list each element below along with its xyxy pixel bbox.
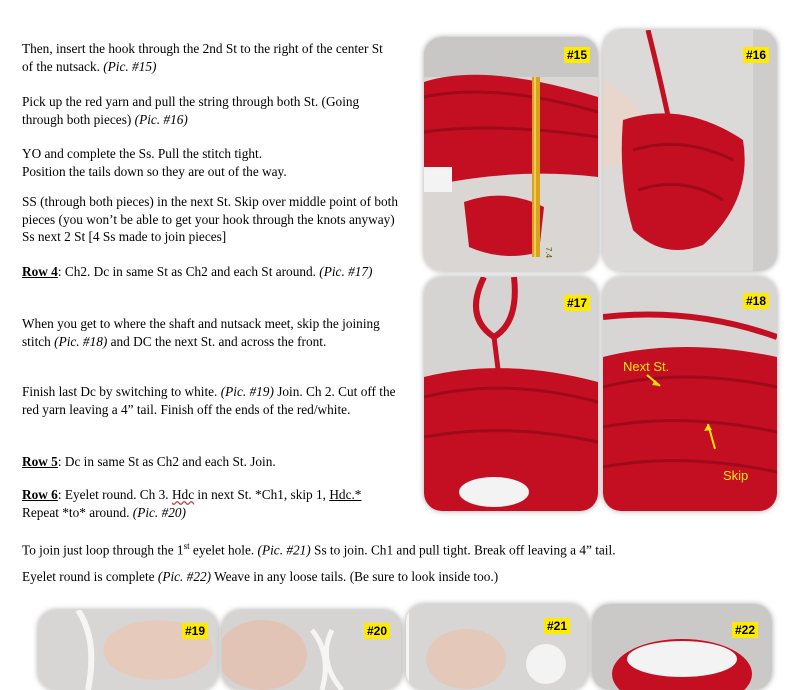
p7-text-a: Finish last Dc by switching to white. xyxy=(22,384,221,399)
photo-15-image xyxy=(424,37,598,271)
photo-21-label: #21 xyxy=(544,618,570,634)
photo-16-image xyxy=(603,30,777,271)
paragraph-6 xyxy=(22,315,392,350)
row5-text: : Dc in same St as Ch2 and each St. Join. xyxy=(57,454,276,469)
photo-15 xyxy=(424,37,598,271)
photo-21-image xyxy=(406,604,588,690)
row4-label: Row 4 xyxy=(22,264,58,279)
p6-text-b: and DC the next St. and across the front. xyxy=(107,333,327,349)
row6-text-c: Repeat *to* around. xyxy=(22,504,133,520)
row6-hdc2: Hdc.* xyxy=(329,487,362,502)
photo-15-label: #15 xyxy=(564,47,590,63)
photo-22-label: #22 xyxy=(732,622,758,638)
pic-ref-19: (Pic. #19) xyxy=(220,384,274,399)
row5-label: Row 5 xyxy=(22,454,58,469)
photo-17-image xyxy=(424,277,598,511)
row6-text-b: in next St. *Ch1, skip 1, xyxy=(194,487,330,502)
paragraph-3 xyxy=(22,145,394,180)
p10-text-b: eyelet hole. xyxy=(189,542,258,558)
paragraph-1 xyxy=(22,40,387,75)
paragraph-7 xyxy=(22,383,402,418)
p2-text: Pick up the red yarn and pull the string through both St. (Going through both pieces) xyxy=(22,94,360,127)
photo-19-label: #19 xyxy=(182,623,208,639)
pic-ref-18: (Pic. #18) xyxy=(54,333,108,349)
annotation-next-st: Next St. xyxy=(623,359,670,374)
pic-ref-22: (Pic. #22) xyxy=(157,569,212,584)
p10-sup: st xyxy=(183,541,190,551)
row6-hdc: Hdc xyxy=(171,487,195,502)
paragraph-row4 xyxy=(22,263,394,281)
row6-label: Row 6 xyxy=(22,487,58,502)
photo-16-label: #16 xyxy=(743,47,769,63)
p6-text-a: When you get to where the shaft and nutsack meet, skip the joining stitch xyxy=(22,316,380,349)
photo-19 xyxy=(38,610,218,690)
p10-text-c: Ss to join. Ch1 and pull tight. Break off leaving a 4” tail. xyxy=(310,542,616,558)
p11-text-b: Weave in any loose tails. (Be sure to look inside too.) xyxy=(211,569,499,584)
p1-text: Then, insert the hook through the 2nd St to the right of the center St of the nutsack. xyxy=(22,41,383,74)
p11-text-a: Eyelet round is complete xyxy=(22,569,158,584)
p10-text-a: To join just loop through the 1 xyxy=(22,542,184,558)
photo-20-label: #20 xyxy=(364,623,390,639)
photo-20 xyxy=(222,610,402,690)
pic-ref-17: (Pic. #17) xyxy=(319,264,373,279)
paragraph-2 xyxy=(22,93,387,128)
photo-18-image xyxy=(603,277,777,511)
pic-ref-20: (Pic. #20) xyxy=(132,504,186,520)
photo-19-image xyxy=(38,610,218,690)
photo-17-label: #17 xyxy=(564,295,590,311)
photo-22 xyxy=(592,604,772,690)
row6-text-a: : Eyelet round. Ch 3. xyxy=(57,487,172,502)
p4-text: SS (through both pieces) in the next St. Skip over middle point of both pieces (you won’t be able to get your hook through the knots anyway) Ss next 2 St [4 Ss made to join pieces] xyxy=(22,194,398,244)
photo-20-image xyxy=(222,610,402,690)
paragraph-4 xyxy=(22,193,402,246)
photo-18 xyxy=(603,277,777,511)
p3-line2: Position the tails down so they are out of the way. xyxy=(22,163,287,179)
p7-text-b: Join. Ch 2. Cut off the red yarn leaving a 4” tail. Finish off the ends of the red/white. xyxy=(22,384,396,417)
photo-18-label: #18 xyxy=(743,293,769,309)
row4-text: : Ch2. Dc in same St as Ch2 and each St around. xyxy=(57,264,320,279)
photo-22-image xyxy=(592,604,772,690)
p3-line1: YO and complete the Ss. Pull the stitch tight. xyxy=(22,146,263,161)
paragraph-10 xyxy=(22,538,782,559)
pic-ref-21: (Pic. #21) xyxy=(257,542,311,558)
paragraph-11 xyxy=(22,568,782,586)
photo-16 xyxy=(603,30,777,271)
photo-21 xyxy=(406,604,588,690)
pic-ref-16: (Pic. #16) xyxy=(134,111,188,127)
annotation-skip: Skip xyxy=(723,468,749,483)
paragraph-row5 xyxy=(22,453,394,471)
hook-marking: 7.4 xyxy=(544,247,553,259)
paragraph-row6 xyxy=(22,486,392,521)
pic-ref-15: (Pic. #15) xyxy=(103,58,157,74)
photo-17 xyxy=(424,277,598,511)
